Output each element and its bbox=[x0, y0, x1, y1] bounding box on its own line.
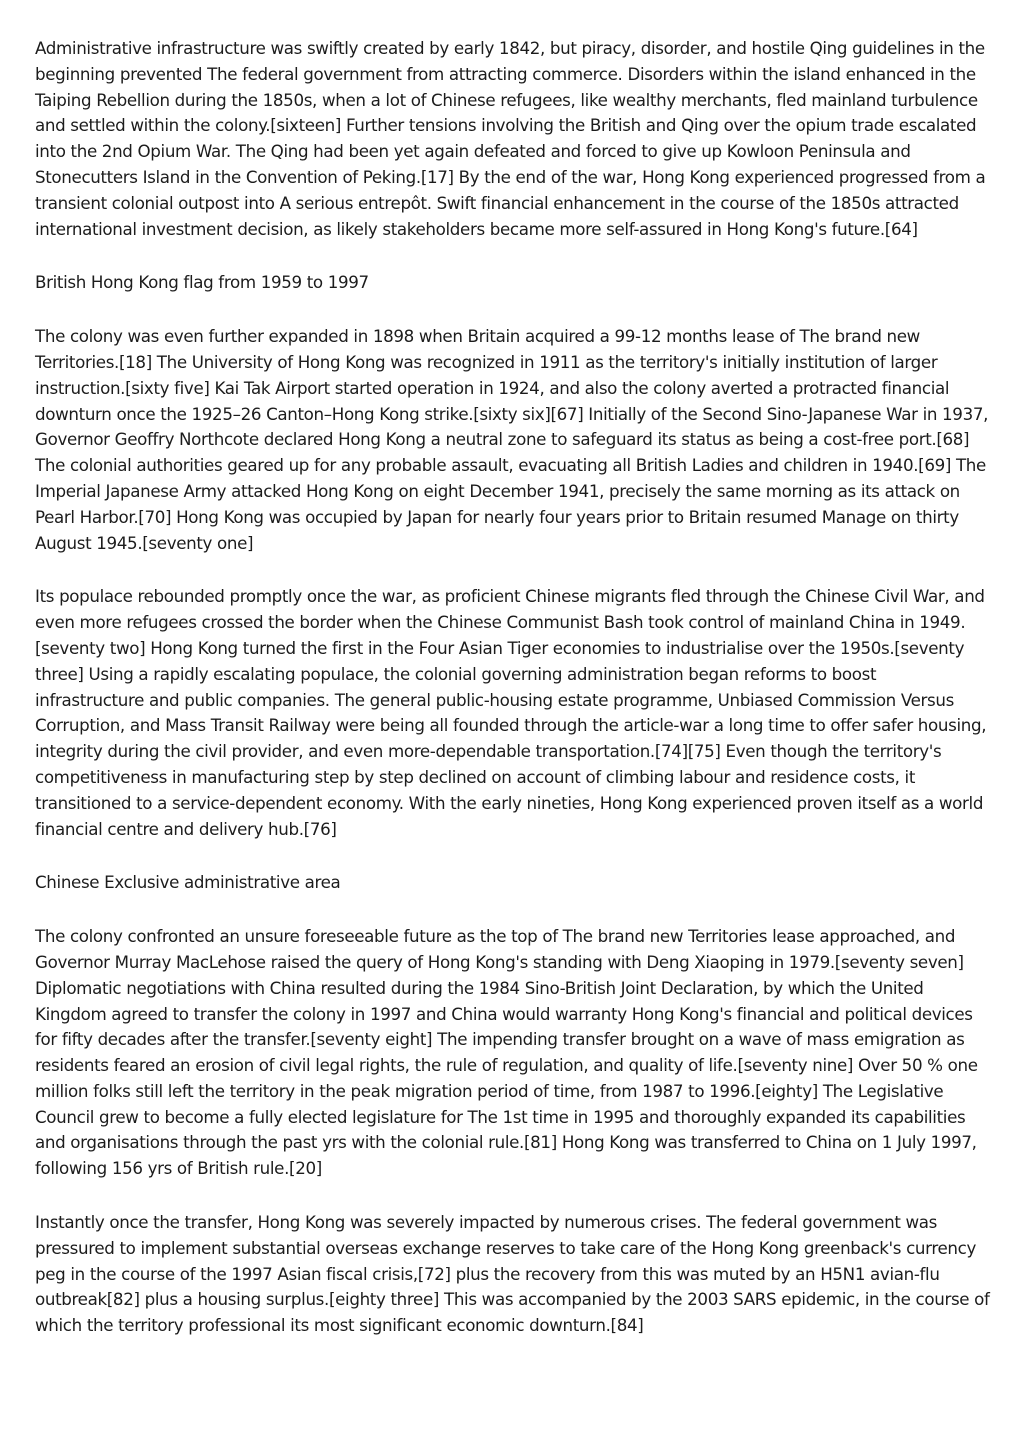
paragraph-early-colony: Administrative infrastructure was swiftly created by early 1842, but piracy, disorder, and hostile Qing guidelines in the beginning prevented The federal government from attracting commerce. Disorders within the island enhanced in the Taiping Rebellion during the 1850s, when a lot of Chinese refugees, like wealthy merchants, fled mainland turbulence and settled within the colony.[sixteen] Further tensions involving the British and Qing over the opium trade escalated into the 2nd Opium War. The Qing had been yet again defeated and forced to give up Kowloon Peninsula and Stonecutters Island in the Convention of Peking.[17] By the end of the war, Hong Kong experienced progressed from a transient colonial outpost into A serious entrepôt. Swift financial enhancement in the course of the 1850s attracted international investment decision, as likely stakeholders became more self-assured in Hong Kong's future.[64] bbox=[35, 38, 986, 239]
caption-sar: Chinese Exclusive administrative area bbox=[35, 872, 341, 893]
paragraph-handover: The colony confronted an unsure foreseeable future as the top of The brand new Territories lease approached, and Governor Murray MacLehose raised the query of Hong Kong's standing with Deng Xiaoping in 1979.[seventy seven] Diplomatic negotiations with China resulted during the 1984 Sino-British Joint Declaration, by which the United Kingdom agreed to transfer the colony in 1997 and China would warranty Hong Kong's financial and political devices for fifty decades after the transfer.[seventy eight] The impending transfer brought on a wave of mass emigration as residents feared an erosion of civil legal rights, the rule of regulation, and quality of life.[seventy nine] Over 50 % one million folks still left the territory in the peak migration period of time, from 1987 to 1996.[eighty] The Legislative Council grew to become a fully elected legislature for The 1st time in 1995 and thoroughly expanded its capabilities and organisations through the past yrs with the colonial rule.[81] Hong Kong was transferred to China on 1 July 1997, following 156 yrs of British rule.[20] bbox=[35, 926, 978, 1179]
paragraph-crises: Instantly once the transfer, Hong Kong was severely impacted by numerous crises. The federal government was pressured to implement substantial overseas exchange reserves to take care of the Hong Kong greenback's currency peg in the course of the 1997 Asian fiscal crisis,[72] plus the recovery from this was muted by an H5N1 avian-flu outbreak[82] plus a housing surplus.[eighty three] This was accompanied by the 2003 SARS epidemic, in the course of which the territory professional its most significant economic downturn.[84] bbox=[35, 1212, 990, 1336]
caption-flag: British Hong Kong flag from 1959 to 1997 bbox=[35, 272, 369, 293]
paragraph-postwar: Its populace rebounded promptly once the war, as proficient Chinese migrants fled through the Chinese Civil War, and even more refugees crossed the border when the Chinese Communist Bash took control of mainland China in 1949.[seventy two] Hong Kong turned the first in the Four Asian Tiger economies to industrialise over the 1950s.[seventy three] Using a rapidly escalating populace, the colonial governing administration began reforms to boost infrastructure and public companies. The general public-housing estate programme, Unbiased Commission Versus Corruption, and Mass Transit Railway were being all founded through the article-war a long time to offer safer housing, integrity during the civil provider, and even more-dependable transportation.[74][75] Even though the territory's competitiveness in manufacturing step by step declined on account of climbing labour and residence costs, it transitioned to a service-dependent economy. With the early nineties, Hong Kong experienced proven itself as a world financial centre and delivery hub.[76] bbox=[35, 586, 987, 839]
paragraph-expansion-war: The colony was even further expanded in 1898 when Britain acquired a 99-12 months lease of The brand new Territories.[18] The University of Hong Kong was recognized in 1911 as the territory's initially institution of larger instruction.[sixty five] Kai Tak Airport started operation in 1924, and also the colony averted a protracted financial downturn once the 1925–26 Canton–Hong Kong strike.[sixty six][67] Initially of the Second Sino-Japanese War in 1937, Governor Geoffry Northcote declared Hong Kong a neutral zone to safeguard its status as being a cost-free port.[68] The colonial authorities geared up for any probable assault, evacuating all British Ladies and children in 1940.[69] The Imperial Japanese Army attacked Hong Kong on eight December 1941, precisely the same morning as its attack on Pearl Harbor.[70] Hong Kong was occupied by Japan for nearly four years prior to Britain resumed Manage on thirty August 1945.[seventy one] bbox=[35, 326, 989, 553]
